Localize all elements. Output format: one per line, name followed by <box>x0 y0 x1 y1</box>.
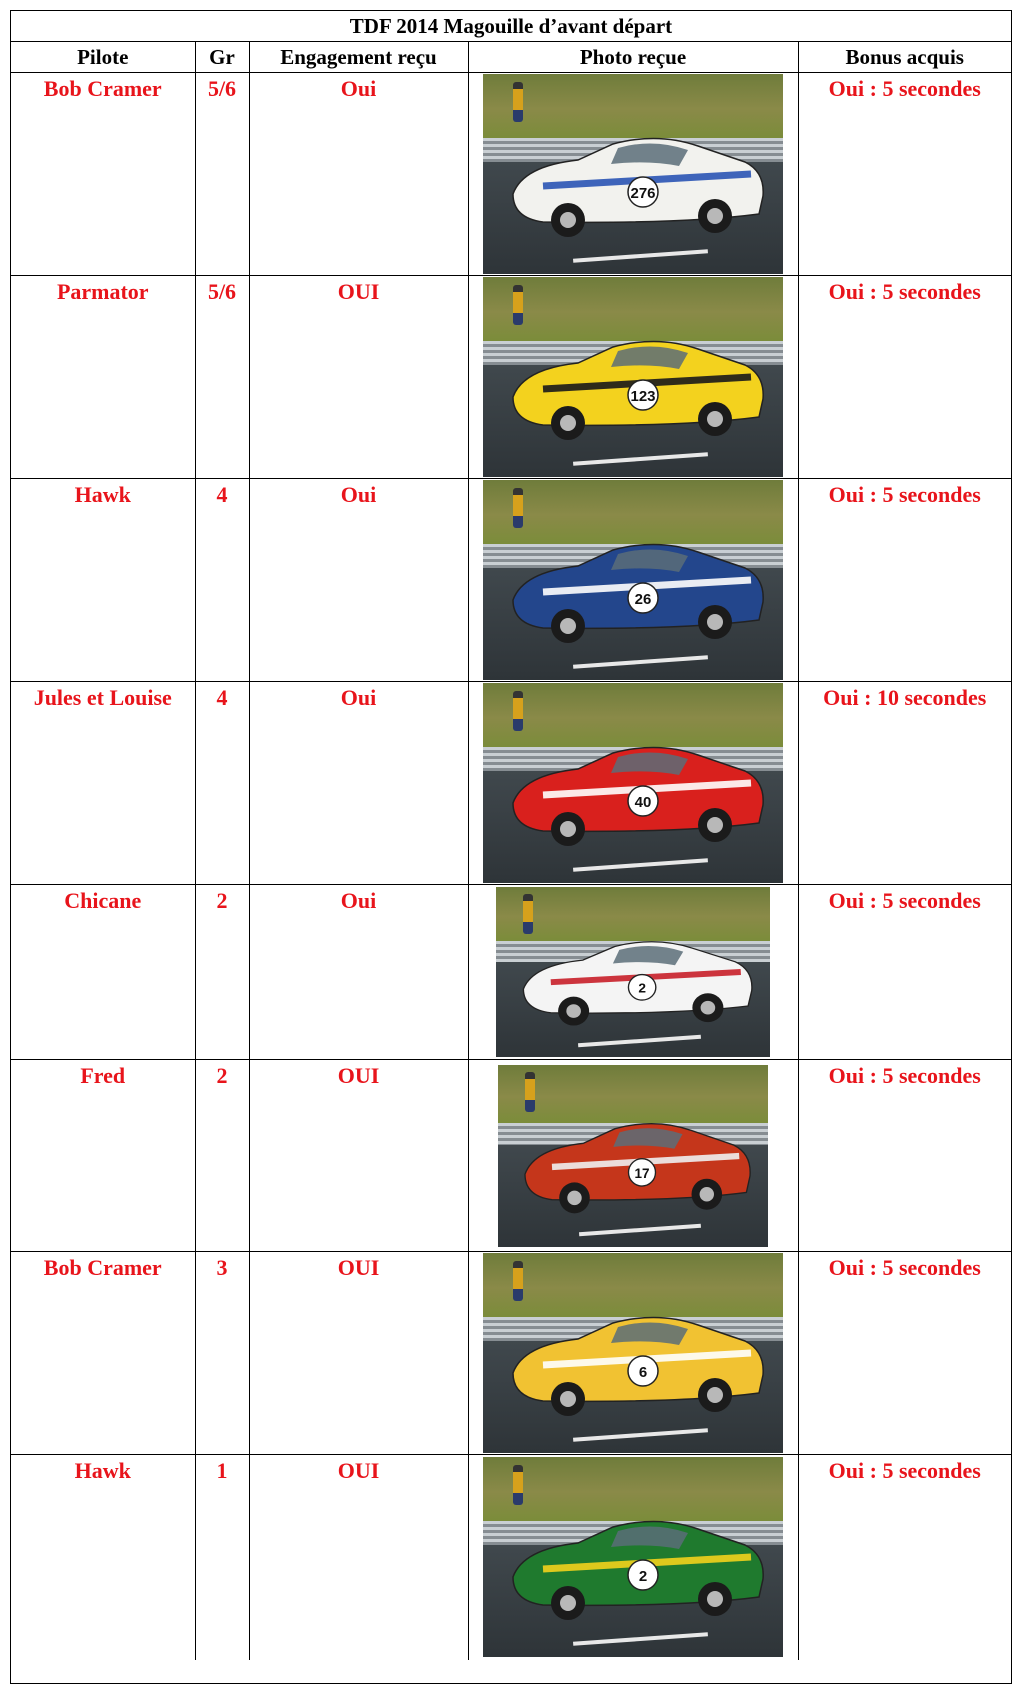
car-photo <box>483 683 783 883</box>
svg-text:40: 40 <box>634 794 652 811</box>
engagement-cell: OUI <box>249 1252 468 1455</box>
bonus-cell: Oui : 5 secondes <box>798 1252 1011 1455</box>
car-photo <box>483 480 783 680</box>
engagement-cell: OUI <box>249 1455 468 1660</box>
bonus-cell: Oui : 10 secondes <box>798 682 1011 885</box>
table-row <box>11 1252 1011 1455</box>
car-photo <box>496 887 770 1057</box>
engagement-cell: Oui <box>249 885 468 1060</box>
pilote-cell: Bob Cramer <box>11 1252 195 1455</box>
bonus-cell: Oui : 5 secondes <box>798 276 1011 479</box>
engagement-cell: Oui <box>249 73 468 276</box>
slot-car-icon <box>496 887 770 1057</box>
photo-cell <box>468 682 798 885</box>
entry-sheet <box>10 10 1012 1684</box>
engagement-cell: Oui <box>249 682 468 885</box>
gr-cell: 3 <box>195 1252 249 1455</box>
svg-text:2: 2 <box>638 1568 648 1586</box>
svg-text:123: 123 <box>630 388 656 405</box>
bonus-cell: Oui : 5 secondes <box>798 479 1011 682</box>
bonus-cell: Oui : 5 secondes <box>798 885 1011 1060</box>
pilote-cell: Parmator <box>11 276 195 479</box>
table-row <box>11 1455 1011 1660</box>
gr-cell: 4 <box>195 479 249 682</box>
header-gr: Gr <box>195 42 249 73</box>
engagement-cell: Oui <box>249 479 468 682</box>
car-photo <box>483 74 783 274</box>
pilote-cell: Bob Cramer <box>11 73 195 276</box>
photo-cell <box>468 73 798 276</box>
table-row <box>11 682 1011 885</box>
table-row <box>11 73 1011 276</box>
svg-text:17: 17 <box>634 1165 650 1181</box>
photo-cell <box>468 1060 798 1252</box>
engagement-cell: OUI <box>249 1060 468 1252</box>
entries-table <box>11 42 1011 1660</box>
gr-cell: 2 <box>195 885 249 1060</box>
table-row <box>11 276 1011 479</box>
pilote-cell: Jules et Louise <box>11 682 195 885</box>
svg-text:26: 26 <box>634 591 652 608</box>
header-bonus: Bonus acquis <box>798 42 1011 73</box>
slot-car-icon <box>483 1457 783 1657</box>
bonus-cell: Oui : 5 secondes <box>798 1455 1011 1660</box>
slot-car-icon <box>483 480 783 680</box>
car-photo <box>483 1457 783 1657</box>
pilote-cell: Fred <box>11 1060 195 1252</box>
table-row <box>11 885 1011 1060</box>
bonus-cell: Oui : 5 secondes <box>798 1060 1011 1252</box>
sheet-title: TDF 2014 Magouille d’avant départ <box>11 11 1011 42</box>
gr-cell: 4 <box>195 682 249 885</box>
engagement-cell: OUI <box>249 276 468 479</box>
gr-cell: 1 <box>195 1455 249 1660</box>
header-engagement: Engagement reçu <box>249 42 468 73</box>
photo-cell <box>468 1252 798 1455</box>
svg-text:276: 276 <box>630 185 656 202</box>
table-row <box>11 479 1011 682</box>
slot-car-icon <box>483 277 783 477</box>
gr-cell: 5/6 <box>195 276 249 479</box>
header-photo: Photo reçue <box>468 42 798 73</box>
pilote-cell: Hawk <box>11 1455 195 1660</box>
pilote-cell: Hawk <box>11 479 195 682</box>
pilote-cell: Chicane <box>11 885 195 1060</box>
car-photo <box>498 1065 768 1247</box>
photo-cell <box>468 276 798 479</box>
slot-car-icon <box>483 74 783 274</box>
bonus-cell: Oui : 5 secondes <box>798 73 1011 276</box>
slot-car-icon <box>483 1253 783 1453</box>
header-row <box>11 42 1011 73</box>
photo-cell <box>468 885 798 1060</box>
photo-cell <box>468 479 798 682</box>
svg-text:6: 6 <box>638 1364 648 1381</box>
car-photo <box>483 277 783 477</box>
table-row <box>11 1060 1011 1252</box>
gr-cell: 2 <box>195 1060 249 1252</box>
photo-cell <box>468 1455 798 1660</box>
header-pilote: Pilote <box>11 42 195 73</box>
slot-car-icon <box>483 683 783 883</box>
svg-text:2: 2 <box>638 980 646 996</box>
car-photo <box>483 1253 783 1453</box>
slot-car-icon <box>498 1065 768 1247</box>
gr-cell: 5/6 <box>195 73 249 276</box>
